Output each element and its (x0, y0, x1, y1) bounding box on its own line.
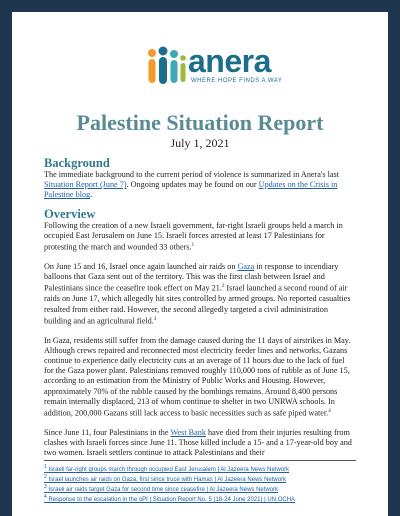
west-bank-link[interactable]: West Bank (170, 428, 206, 437)
overview-paragraph-1: Following the creation of a new Israeli government, far-right Israeli groups held a march in occupied East Jerusalem on June 15. Israeli forces arrested at least 17 Palestinians for protesting the march and wounded 33 others.$^1$ (44, 220, 343, 252)
brand-tagline: WHERE HOPE FINDS A WAY (191, 78, 283, 84)
footnote-ref-3: 3 (153, 316, 157, 322)
background-heading: Background (44, 156, 110, 170)
overview-paragraph-3: In Gaza, residents still suffer from the damage caused during the 11 days of airstrikes in May. Although crews repaired and reconnected most electricity feeder lines and networks, Gazans continue to experience daily electricity cuts at an average of 11 hours due to the lack of fuel for the Gaza power plant. Palestinians removed roughly 110,000 tons of rubble as of June 15, according to an estimation from the Ministry of Public Works and Housing. However, approximately 70% of the rubble caused by the bombings remains. Around 8,400 persons remain internally displaced, 213 of whom continue to shelter in two UNRWA schools. In addition, 200,000 Gazans still lack access to basic necessities such as safe piped water.$^4$ (44, 335, 351, 418)
brand-name: anera (188, 43, 271, 79)
footnote-item[interactable]: $^4$ Response to the escalation in the oPt | Situation Report No. 5 (18-24 June 2021) | UN OCHA (44, 494, 296, 503)
overview-paragraph-4: Since June 11, four Palestinians in the West Bank have died from their injuries resulting from clashes with Israeli forces since June 11. Those killed include a 15- and a 17-year-old boy and two women. Israeli settlers continue to attack Palestinians and their (44, 428, 352, 458)
footnotes (44, 460, 356, 504)
overview-paragraph-2: On June 15 and 16, Israel once again launched air raids on Gaza in response to incendiary balloons that Gaza sent out of the territory. This was the first clash between Israel and Palestinians since the ceasefire took effect on May 21.$^2$ Israel launched a second round of air raids on June 17, which allegedly hit sites controlled by armed groups. No reported casualties resulted from either raid. However, the second allegedly targeted a civil administration building and an agricultural field.$^3$ (44, 261, 351, 326)
footnote-item[interactable]: $^1$ Israeli far-right groups march through occupied East Jerusalem | Al Jazeera News Network (44, 464, 290, 473)
background-paragraph: The immediate background to the current period of violence is summarized in Anera's last Situation Report (June 7). Ongoing updates may be found on our Updates on the Crisis in Palestine blog. (44, 170, 339, 200)
footnote-ref-2: 2 (221, 284, 225, 290)
report-page (12, 12, 388, 516)
footnote-item[interactable]: $^2$ Israel launches air raids on Gaza, first since truce with Hamas | Al Jazeera News Network (44, 474, 287, 483)
situation-report-link[interactable]: Situation Report (June 7) (44, 180, 127, 190)
overview-heading: Overview (44, 206, 96, 221)
footnote-item[interactable]: $^3$ Israeli air raids target Gaza for second time since ceasefire | Al Jazeera News Network (44, 484, 279, 493)
report-date: July 1, 2021 (170, 136, 230, 150)
crisis-blog-link[interactable]: Updates on the Crisis in Palestine blog (44, 180, 338, 200)
report-body (44, 156, 356, 459)
report-title: Palestine Situation Report (76, 110, 324, 135)
footnote-ref-4: 4 (328, 409, 331, 415)
people-figures-icon (146, 46, 186, 86)
footnote-ref-1: 1 (191, 243, 195, 249)
gaza-link[interactable]: Gaza (237, 261, 255, 271)
anera-logo (146, 40, 286, 92)
